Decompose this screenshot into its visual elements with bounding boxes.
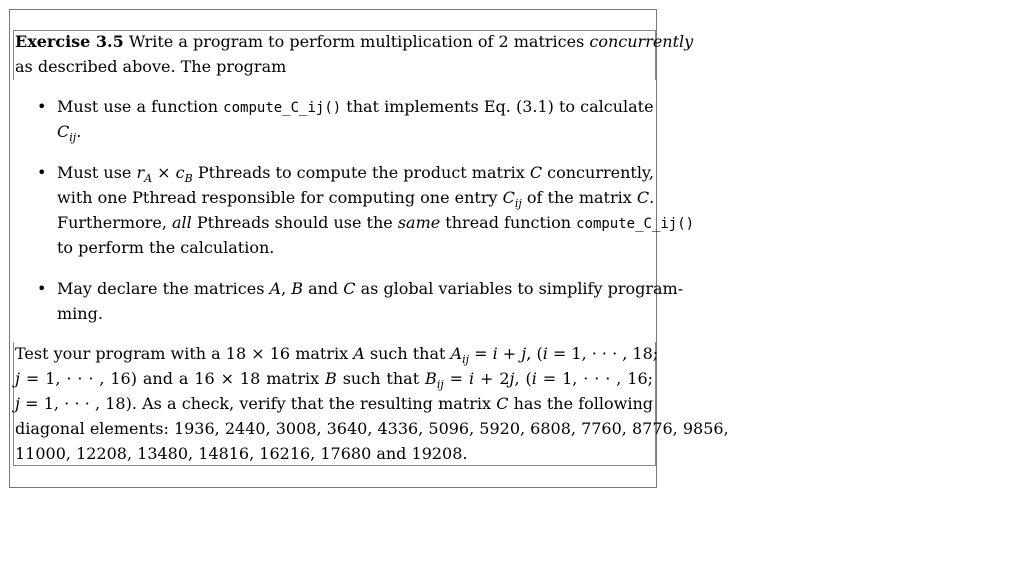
code-compute-c-ij: compute_C_ij() [223, 100, 342, 116]
bullet-3-symbol: • [37, 279, 47, 298]
bullet-2-line-3: Furthermore, all Pthreads should use the same thread function compute_C_ij() [57, 213, 695, 232]
test-line-3: j = 1, · · · , 18). As a check, verify that the resulting matrix C has the following [15, 394, 654, 413]
bullet-2-line-2: with one Pthread responsible for computing one entry $C_{ij}$ of the matrix C. [57, 188, 655, 211]
bullet-2-line-4: to perform the calculation. [57, 238, 275, 257]
bullet-1-symbol: • [37, 97, 47, 116]
test-line-1: Test your program with a 18 × 16 matrix A such that $A_{ij} = i + j$, (i = 1, · · · , 18; [15, 344, 659, 367]
bullet-1-line-1: Must use a function compute_C_ij() that implements Eq. (3.1) to calculate [57, 97, 654, 116]
code-compute-c-ij-2: compute_C_ij() [576, 216, 695, 232]
test-line-4: diagonal elements: 1936, 2440, 3008, 3640, 4336, 5096, 5920, 6808, 7760, 8776, 9856, [15, 419, 729, 438]
intro-line-1: Exercise 3.5 Write a program to perform multiplication of 2 matrices concurrently [15, 32, 694, 51]
bullet-3-line-2: ming. [57, 304, 103, 323]
exercise-title: Exercise 3.5 [15, 32, 124, 51]
bullet-2-symbol: • [37, 163, 47, 182]
test-line-2: j = 1, · · · , 16) and a 16 × 18 matrix B such that $B_{ij} = i + 2j$, (i = 1, · · · , 16; [15, 369, 654, 392]
intro-line-2: as described above. The program [15, 57, 287, 76]
bullet-3-line-1: May declare the matrices A, B and C as global variables to simplify program- [57, 279, 684, 298]
bullet-2-line-1: Must use $r_A \times c_B$ Pthreads to compute the product matrix C concurrently, [57, 163, 654, 186]
test-line-5: 11000, 12208, 13480, 14816, 16216, 17680 and 19208. [15, 444, 468, 463]
bullet-1-line-2: $C_{ij}$. [57, 122, 82, 145]
